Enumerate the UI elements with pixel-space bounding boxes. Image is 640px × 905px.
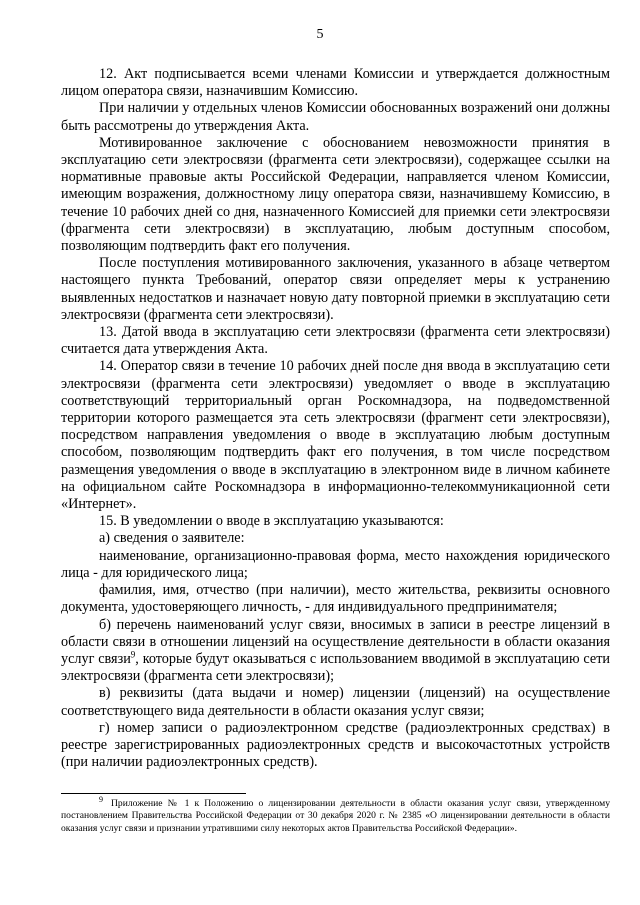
paragraph-12-reasoned-conclusion: Мотивированное заключение с обоснованием невозможности принятия в эксплуатацию сети электросвязи (фрагмента сети электросвязи), содержащее ссылки на нормативные правовые акты Российской Федерации, направляется членом Комиссии, имеющим возражения, должностному лицу оператора связи, назначившему Комиссию, в течение 10 рабочих дней со дня, назначенного Комиссией для приемки сети электросвязи (фрагмента сети электросвязи) в эксплуатацию, любым доступным способом, позволяющим подтвердить факт его получения. (61, 134, 610, 255)
footnote-reference: 9 (130, 649, 136, 660)
paragraph-15-b-text-before: б) перечень наименований услуг связи, вносимых в записи в реестре лицензий в области связи в отношении лицензий на осуществление деятельности в области оказания услуг связи (61, 616, 610, 667)
paragraph-15: 15. В уведомлении о вводе в эксплуатацию указываются: (99, 513, 444, 530)
page-number: 5 (316, 27, 324, 42)
paragraph-15-a: а) сведения о заявителе: (99, 530, 245, 547)
footnote-text: Приложение № 1 к Положению о лицензировании деятельности в области оказания услуг связи, утвержденному постановлением Правительства Российской Федерации от 30 декабря 2020 г. № 2385 «О лицензировании деятельности в области оказания услуг связи и признании утратившими силу некоторых актов Правительства Российской Федерации». (61, 798, 610, 834)
paragraph-15-a-legal-entity: наименование, организационно-правовая форма, место нахождения юридического лица - для юридического лица; (61, 547, 610, 581)
paragraph-15-g: г) номер записи о радиоэлектронном средстве (радиоэлектронных средствах) в реестре зарегистрированных радиоэлектронных средств и высокочастотных устройств (при наличии радиоэлектронных средств). (61, 719, 610, 771)
paragraph-15-v: в) реквизиты (дата выдачи и номер) лицензии (лицензий) на осуществление соответствующего вида деятельности в области оказания услуг связи; (61, 685, 610, 719)
paragraph-13: 13. Датой ввода в эксплуатацию сети электросвязи (фрагмента сети электросвязи) считается дата утверждения Акта. (61, 324, 610, 358)
paragraph-12-after-conclusion: После поступления мотивированного заключения, указанного в абзаце четвертом настоящего пункта Требований, оператор связи определяет меры к устранению выявленных недостатков и назначает новую дату повторной приемки в эксплуатацию сети электросвязи (фрагмента сети электросвязи). (61, 255, 610, 323)
paragraph-12-objections: При наличии у отдельных членов Комиссии обоснованных возражений они должны быть рассмотрены до утверждения Акта. (61, 100, 610, 134)
footnote-divider (61, 793, 246, 794)
body-text (61, 66, 610, 771)
paragraph-14: 14. Оператор связи в течение 10 рабочих дней после дня ввода в эксплуатацию сети электросвязи (фрагмента сети электросвязи) уведомляет о вводе в эксплуатацию соответствующий территориальный орган Роскомнадзора, на подведомственной территории которого размещается эта сеть электросвязи (фрагмент сети электросвязи), посредством направления уведомления о вводе в эксплуатацию любым доступным способом, позволяющим подтвердить факт его получения, в том числе посредством размещения уведомления о вводе в эксплуатацию в электронном виде в личном кабинете на официальном сайте Роскомнадзора в информационно-телекоммуникационной сети «Интернет». (61, 358, 610, 513)
paragraph-12: 12. Акт подписывается всеми членами Комиссии и утверждается должностным лицом оператора связи, назначившим Комиссию. (61, 66, 610, 100)
paragraph-15-b (61, 617, 610, 686)
paragraph-15-a-individual: фамилия, имя, отчество (при наличии), место жительства, реквизиты основного документа, удостоверяющего личность, - для индивидуального предпринимателя; (61, 582, 610, 616)
paragraph-15-b-text-after: , которые будут оказываться с использованием вводимой в эксплуатацию сети электросвязи (фрагмента сети электросвязи); (61, 650, 610, 685)
footnote (61, 794, 610, 835)
footnote-number: 9 (99, 794, 103, 804)
